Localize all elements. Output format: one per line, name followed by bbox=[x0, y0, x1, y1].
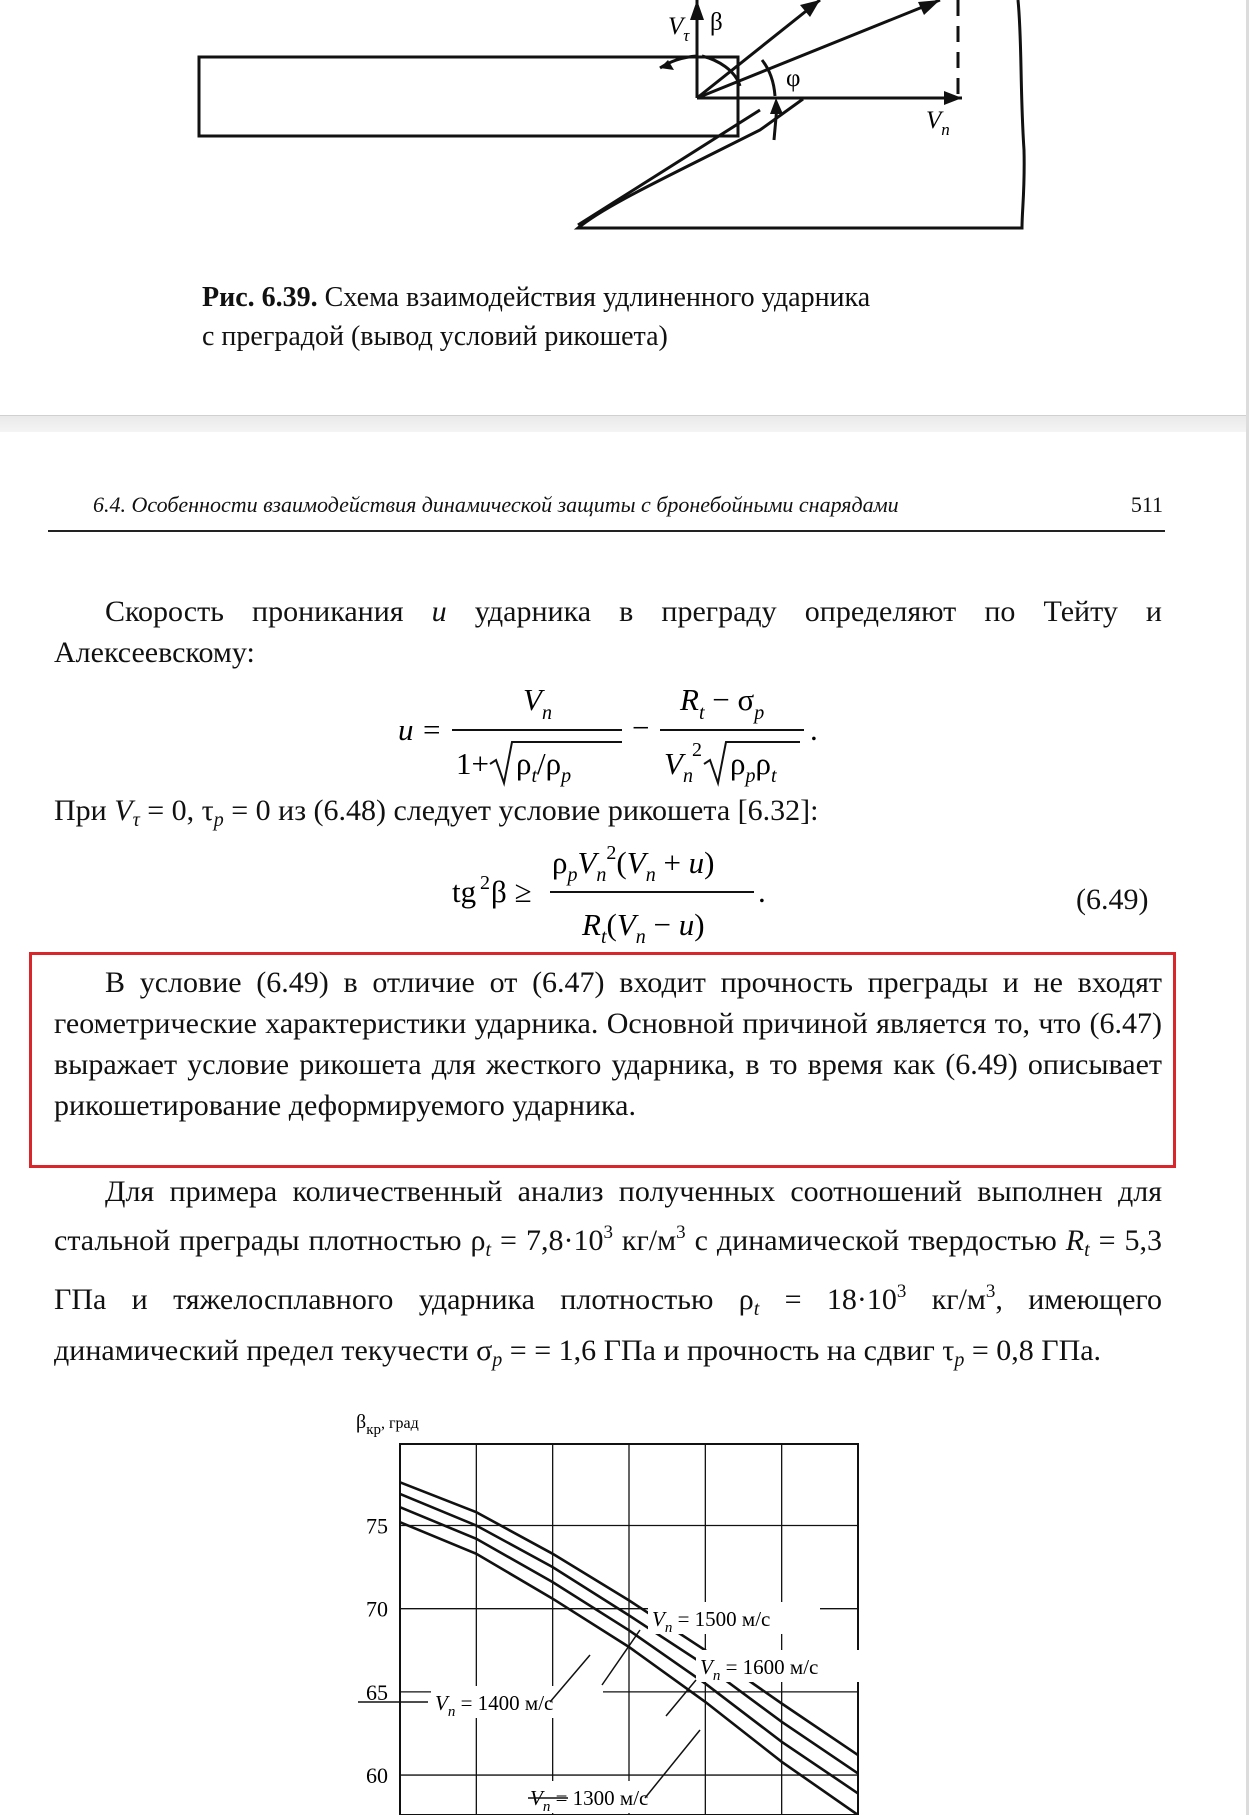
label-v-tau: $V_\tau$ bbox=[668, 13, 690, 45]
svg-text:=: = bbox=[423, 712, 441, 747]
series-label: $V_n = 1600$ м/с bbox=[700, 1655, 819, 1684]
svg-text:1+: 1+ bbox=[456, 746, 489, 781]
svg-text:ρt/ρp: $\rho_t/\rho_p$ bbox=[516, 746, 572, 787]
svg-text:.: . bbox=[810, 712, 818, 747]
chart-ylabel: $\beta_{кр}^{, град}$ bbox=[356, 1411, 419, 1438]
svg-text:ρpρt: $\rho_p\rho_t$ bbox=[730, 746, 777, 787]
chart-ytick-label: 70 bbox=[366, 1596, 388, 1622]
paragraph-ricochet-condition-intro: При $V_\tau = 0$, $\tau_p = 0$ из (6.48) следует условие рикошета [6.32]: bbox=[54, 794, 819, 831]
paragraph-highlighted: В условие (6.49) в отличие от (6.47) входит прочность преграды и не входят геометрические характеристики ударника. Основной причиной является то, что (6.47) выражает условие рикошета для жесткого ударника, в то время как (6.49) описывает рикошетирование деформируемого ударника. bbox=[54, 966, 1162, 1122]
chart-ytick-label: 75 bbox=[366, 1513, 388, 1539]
page-separator bbox=[0, 415, 1249, 433]
svg-text:2: 2 bbox=[692, 739, 702, 761]
label-phi: φ bbox=[786, 65, 801, 92]
equation-number: (6.49) bbox=[1076, 883, 1149, 916]
svg-text:2: 2 bbox=[480, 872, 490, 894]
svg-text:.: . bbox=[758, 874, 766, 909]
page-top bbox=[0, 0, 1249, 415]
page-number: 511 bbox=[1130, 492, 1163, 517]
svg-text:Vn: $V_n$ bbox=[664, 746, 693, 787]
svg-text:ρpVn2(Vn + u): $\rho_pV_n^2(V_n + u)$ bbox=[552, 845, 715, 886]
label-beta: β bbox=[710, 9, 723, 36]
figure-caption bbox=[202, 278, 1082, 356]
paragraph-example-analysis: Для примера количественный анализ полученных соотношений выполнен для стальной преграды плотностью $\rho_t = 7,8\cdot 10^3$ $кг/м^3$ с динамической твердостью $R_t = 5,3$ ГПа и тяжелосплавного ударника плотностью $\rho_t = 18\cdot 10^3$ $кг/м^3$, имеющего динамический предел текучести $\sigma_p$ = = 1,6 ГПа и прочность на сдвиг $\tau_p = 0,8$ ГПа. bbox=[54, 1175, 1163, 1371]
figure-6-39-diagram bbox=[0, 0, 1249, 240]
chart-ytick-label: 60 bbox=[366, 1763, 388, 1789]
svg-text:Rt − σp: $R_t - \sigma_p$ bbox=[680, 682, 765, 724]
svg-text:−: − bbox=[632, 710, 650, 745]
paragraph-penetration-speed: Скорость проникания u ударника в преграду определяют по Тейту и Алексеевскому: bbox=[54, 595, 1162, 669]
series-label: $V_n = 1300$ м/с bbox=[530, 1786, 649, 1815]
series-label: $V_n = 1500$ м/с bbox=[652, 1607, 771, 1636]
running-header-title: 6.4. Особенности взаимодействия динамической защиты с бронебойными снарядами bbox=[93, 492, 899, 517]
caption-text-line2: с преградой (вывод условий рикошета) bbox=[202, 321, 668, 352]
svg-text:Vn: $V_n$ bbox=[523, 682, 552, 724]
running-header bbox=[93, 492, 1163, 518]
svg-text:tg: tg bbox=[452, 874, 477, 909]
chart-ytick-label: 65 bbox=[366, 1679, 388, 1705]
highlight-box bbox=[29, 952, 1176, 1168]
svg-text:u: u bbox=[398, 712, 414, 747]
beta-critical-chart bbox=[340, 1400, 880, 1815]
projectile-body bbox=[199, 57, 738, 136]
formula-6-49 bbox=[448, 845, 778, 945]
formula-u bbox=[390, 680, 840, 788]
svg-text:Rt(Vn − u): $R_t(V_n - u)$ bbox=[582, 907, 705, 945]
series-label-leader bbox=[602, 1630, 640, 1685]
series-label: $V_n = 1400$ м/с bbox=[435, 1691, 554, 1720]
label-v-n: $V_n$ bbox=[926, 107, 950, 139]
caption-number: Рис. 6.39. bbox=[202, 282, 318, 313]
svg-text:β ≥: β ≥ bbox=[491, 874, 532, 909]
header-rule bbox=[48, 530, 1165, 532]
caption-text-line1: Схема взаимодействия удлиненного ударника bbox=[324, 282, 871, 313]
